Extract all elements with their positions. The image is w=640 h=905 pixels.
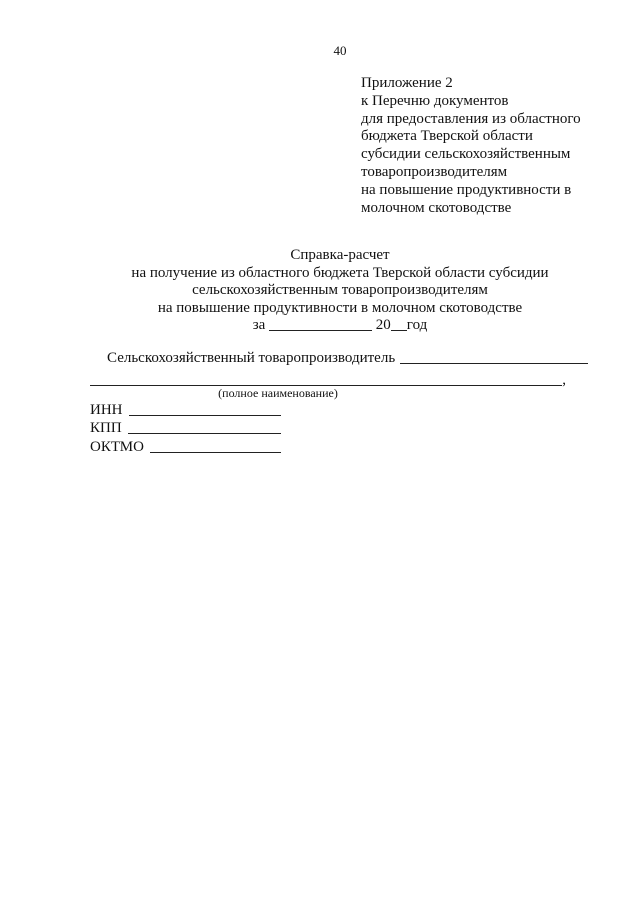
oktmo-row <box>90 438 281 456</box>
producer-label: Сельскохозяйственный товаропроизводитель <box>107 350 396 366</box>
title-line: на повышение продуктивности в молочном скотоводстве <box>157 299 523 316</box>
kpp-row <box>90 419 281 437</box>
appendix-line: на повышение продуктивности в <box>361 181 572 198</box>
producer-name-caption: (полное наименование) <box>218 386 338 400</box>
title-line: на получение из областного бюджета Тверской области субсидии <box>131 264 549 281</box>
producer-name-trailing: , <box>562 372 566 388</box>
kpp-label: КПП <box>90 420 122 436</box>
oktmo-blank-line <box>150 440 281 453</box>
appendix-line: Приложение 2 <box>361 75 453 91</box>
kpp-blank-line <box>128 421 281 434</box>
inn-row <box>90 401 281 419</box>
appendix-line: к Перечню документов <box>361 92 509 109</box>
producer-name-blank-line <box>90 373 562 386</box>
oktmo-label: ОКТМО <box>90 439 144 455</box>
appendix-line: бюджета Тверской области <box>361 128 533 145</box>
appendix-header <box>361 75 581 217</box>
appendix-line: товаропроизводителям <box>361 163 508 180</box>
inn-blank-line <box>129 403 282 416</box>
period-line <box>40 317 640 335</box>
period-blank-line <box>269 318 372 331</box>
producer-blank-line <box>400 351 588 364</box>
appendix-line: для предоставления из областного <box>361 110 581 127</box>
period-prefix: за <box>252 317 266 334</box>
period-year-prefix: 20 <box>375 317 391 334</box>
appendix-line: субсидии сельскохозяйственным <box>361 146 571 163</box>
title-heading: Справка-расчет <box>290 247 390 263</box>
producer-row <box>107 349 588 367</box>
appendix-line: молочном скотоводстве <box>361 199 512 216</box>
title-line: сельскохозяйственным товаропроизводителям <box>192 282 488 299</box>
period-suffix: год <box>406 317 428 334</box>
year-blank-line <box>391 318 407 331</box>
page-number: 40 <box>333 43 347 58</box>
document-title <box>40 247 640 335</box>
inn-label: ИНН <box>90 402 123 418</box>
